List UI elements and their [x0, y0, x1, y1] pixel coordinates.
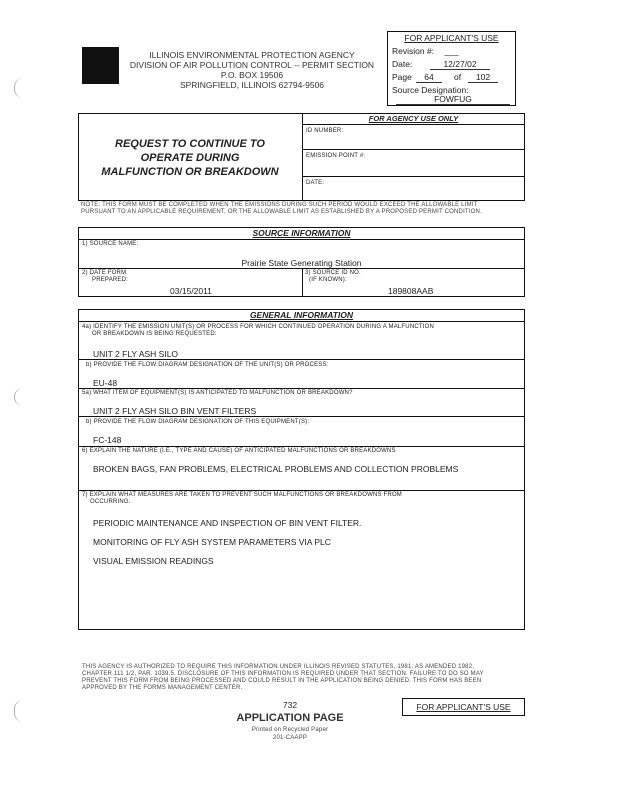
answer-4a: UNIT 2 FLY ASH SILO [93, 349, 179, 359]
agency-name: ILLINOIS ENVIRONMENTAL PROTECTION AGENCY [149, 50, 355, 60]
source-designation-value: FOWFUG [396, 95, 510, 105]
answer-7-line1: PERIODIC MAINTENANCE AND INSPECTION OF BIN VENT FILTER. [93, 518, 362, 528]
page-value: 64 [416, 72, 442, 83]
disclosure-line3: PREVENT THIS FORM FROM BEING PROCESSED AND COULD RESULT IN THE APPLICATION BEING DENIED. THIS FORM HAS BEEN [82, 678, 482, 684]
date-field [392, 59, 512, 69]
answer-5b: FC-148 [93, 435, 122, 445]
source-id-label-line2: (IF KNOWN): [309, 277, 347, 283]
revision-label: Revision #: [392, 46, 435, 56]
application-page-label: APPLICATION PAGE [236, 712, 344, 724]
disclosure-text [82, 664, 522, 692]
recycled-paper-label: Printed on Recycled Paper [251, 727, 329, 733]
id-number-label: ID NUMBER: [306, 128, 344, 134]
revision-field [392, 46, 512, 56]
source-name-label: 1) SOURCE NAME: [82, 241, 139, 247]
agency-header [120, 50, 384, 90]
form-note [81, 202, 521, 216]
answer-7-line2: MONITORING OF FLY ASH SYSTEM PARAMETERS VIA PLC [93, 537, 331, 547]
form-title [80, 137, 300, 179]
footer-applicant-use-title: FOR APPLICANT'S USE [416, 702, 511, 712]
source-info-title: SOURCE INFORMATION [252, 228, 351, 238]
agency-logo [82, 47, 119, 84]
form-title-line1: REQUEST TO CONTINUE TO [115, 138, 265, 150]
revision-value: ___ [444, 46, 459, 56]
disclosure-line2: CHAPTER 111 1/2, PAR. 1039.5. DISCLOSURE OF THIS INFORMATION IS REQUIRED UNDER THAT SECTION. FAILURE TO DO SO MAY [82, 671, 484, 677]
scan-mark [14, 700, 23, 722]
note-line1: NOTE: THIS FORM MUST BE COMPLETED WHEN THE EMISSIONS DURING SUCH PERIOD WOULD EXCEED THE ALLOWABLE LIMIT [81, 202, 478, 208]
agency-po-box: P.O. BOX 19506 [220, 70, 284, 80]
question-7-line1: 7) EXPLAIN WHAT MEASURES ARE TAKEN TO PREVENT SUCH MALFUNCTIONS OR BREAKDOWNS FROM [82, 492, 403, 498]
form-title-line3: MALFUNCTION OR BREAKDOWN [101, 166, 279, 178]
form-number: 201-CAAPP [272, 735, 308, 741]
general-info-title: GENERAL INFORMATION [249, 310, 354, 320]
answer-7-line3: VISUAL EMISSION READINGS [93, 556, 214, 566]
answer-6: BROKEN BAGS, FAN PROBLEMS, ELECTRICAL PROBLEMS AND COLLECTION PROBLEMS [93, 464, 459, 474]
page-number: 732 [282, 700, 298, 710]
scan-mark [14, 78, 23, 98]
disclosure-line1: THIS AGENCY IS AUTHORIZED TO REQUIRE THIS INFORMATION UNDER ILLINOIS REVISED STATUTES, 1981, AS AMENDED 1982, [82, 664, 475, 670]
agency-division: DIVISION OF AIR POLLUTION CONTROL -- PERMIT SECTION [129, 60, 375, 70]
date-form-label [82, 270, 128, 284]
answer-4b: EU-48 [93, 378, 118, 388]
footer-applicant-use-box [402, 698, 525, 716]
date-form-value: 03/15/2011 [170, 286, 212, 296]
source-name-value: Prairie State Generating Station [241, 258, 362, 268]
date-form-label-line2: PREPARED: [92, 277, 129, 283]
applicant-use-title: FOR APPLICANT'S USE [404, 33, 499, 43]
question-7 [82, 492, 522, 506]
answer-5a: UNIT 2 FLY ASH SILO BIN VENT FILTERS [93, 406, 257, 416]
of-label: of [454, 72, 462, 82]
source-designation-label: Source Designation: [392, 85, 469, 95]
agency-city: SPRINGFIELD, ILLINOIS 62794-9506 [179, 80, 325, 90]
question-5a: 5a) WHAT ITEM OF EQUIPMENT(S) IS ANTICIPATED TO MALFUNCTION OR BREAKDOWN? [82, 390, 353, 396]
source-id-label [305, 270, 361, 284]
question-4b: b) PROVIDE THE FLOW DIAGRAM DESIGNATION OF THE UNIT(S) OR PROCESS: [86, 362, 329, 368]
date-label: Date: [392, 59, 413, 69]
form-title-line2: OPERATE DURING [140, 152, 240, 164]
source-id-value: 189808AAB [388, 286, 434, 296]
question-4a-line2: OR BREAKDOWN IS BEING REQUESTED: [92, 331, 217, 337]
date-value: 12/27/02 [430, 59, 490, 70]
note-line2: PURSUANT TO AN APPLICABLE REQUIREMENT, OR THE ALLOWABLE LIMIT AS ESTABLISHED BY A PROPOSED PERMIT CONDITION. [81, 209, 482, 215]
disclosure-line4: APPROVED BY THE FORMS MANAGEMENT CENTER. [82, 685, 243, 691]
date-form-label-line1: 2) DATE FORM [82, 270, 127, 276]
question-7-line2: OCCURRING. [90, 499, 131, 505]
scan-mark [14, 388, 23, 406]
emission-point-label: EMISSION POINT #: [306, 153, 366, 159]
question-4a-line1: 4a) IDENTIFY THE EMISSION UNIT(S) OR PROCESS FOR WHICH CONTINUED OPERATION DURING A MALFUNCTION [82, 324, 435, 330]
question-5b: b) PROVIDE THE FLOW DIAGRAM DESIGNATION OF THIS EQUIPMENT(S): [86, 419, 310, 425]
agency-date-label: DATE: [306, 180, 325, 186]
source-id-label-line1: 3) SOURCE ID NO. [305, 270, 361, 276]
question-4a [82, 324, 522, 338]
of-value: 102 [468, 72, 498, 83]
agency-use-title: FOR AGENCY USE ONLY [368, 114, 459, 123]
question-6: 6) EXPLAIN THE NATURE (I.E., TYPE AND CAUSE) OF ANTICIPATED MALFUNCTIONS OR BREAKDOWNS [82, 448, 396, 454]
page-field [392, 72, 512, 82]
page-label: Page [392, 72, 412, 82]
